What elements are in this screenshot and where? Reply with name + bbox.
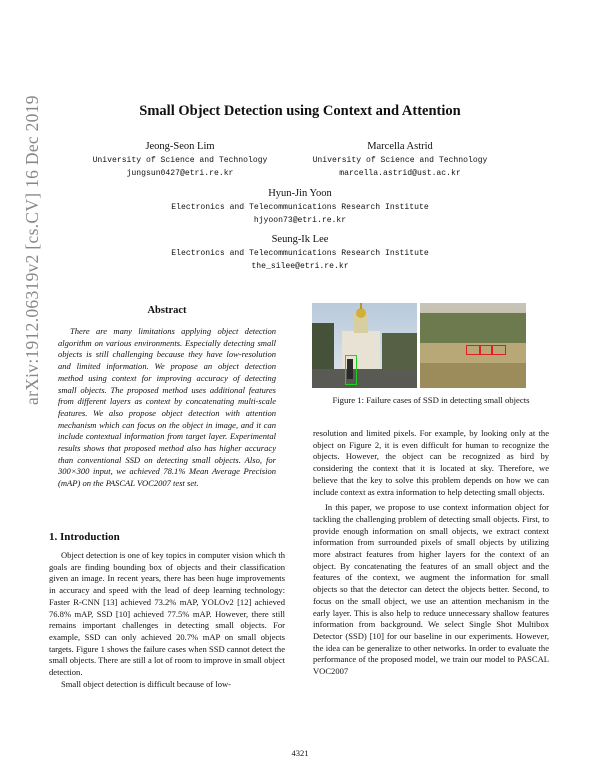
arxiv-stamp: arXiv:1912.06319v2 [cs.CV] 16 Dec 2019 (22, 95, 42, 405)
author-affiliation: University of Science and Technology (312, 156, 488, 165)
author-block (0, 188, 600, 225)
author-email: the_silee@etri.re.kr (251, 262, 349, 271)
author-email: marcella.astrid@ust.ac.kr (339, 169, 461, 178)
author-email: hjyoon73@etri.re.kr (253, 216, 347, 225)
author-block (0, 234, 600, 271)
figure-image-left (312, 303, 417, 388)
abstract-section (49, 305, 285, 490)
paragraph: resolution and limited pixels. For example, by looking only at the object on Figure 2, it is even difficult for human to recognize the objects. However, the object can be recognized as bird by considering the context that it is located at sky. Therefore, we believe that the key to solve this problem depends on how we can include context as extra information to help detecting small objects. (313, 428, 549, 497)
author-email: jungsun0427@etri.re.kr (126, 169, 234, 178)
section-heading: 1. Introduction (49, 531, 120, 543)
church-scene-image (312, 303, 417, 388)
paragraph: Object detection is one of key topics in computer vision which th goals are finding bounding box of objects and their classification given an image. In recent years, there has been huge improvements in accuracy and speed with the lead of deep learning technology: Faster R-CNN [13] achieved 73.2% mAP, YOLOv2 [12] achieved 76.8% mAP, SSD [10] achieved 77.5% mAP. However, there still remains important challenges in detecting small objects. For example, SSD can only achieved 20.7% mAP on small objects targets. Figure 1 shows the failure cases when SSD cannot detect the small objects. There are still a lot of room to improve in small object detection. (49, 550, 285, 678)
introduction-section (49, 531, 285, 690)
abstract-text: There are many limitations applying object detection algorithm on various environments. Especially detecting small objects is still challenging because they have low-resolution and limited information. We propose an object detection method using context for improving accuracy of detecting small objects. The proposed method uses additional features from different layers as context by concatenating multi-scale features. We also propose object detection with attention mechanism which can focus on the object in image, and it can include contextual information from target layer. Experimental results shows that proposed method also has higher accuracy than conventional SSD on detecting small objects. Also, for 300×300 input, we achieved 78.1% Mean Average Precision (mAP) on the PASCAL VOC2007 test set. (58, 326, 276, 489)
author-name: Hyun-Jin Yoon (268, 188, 332, 199)
detection-box-green (345, 355, 357, 385)
paragraph: In this paper, we propose to use context information object for tackling the challenging problem of detecting small objects. First, to provide enough information on small objects, we extract context information from surrounded pixels of small objects by utilizing more abstract features from higher layers for the context of an object. By concatenating the features of an small object and the features of the context, we augment the information for small objects so that the detector can detect the objects better. Second, to focus on the small object, we use an attention mechanism in the early layer. This is also help to reduce unnecessary shallow features information from background. We select Single Shot Multibox Detector (SSD) [10] for our baseline in our experiments. However, the idea can be generalize to other networks. In order to evaluate the performance of the proposed model, we train our model to PASCAL VOC2007 (313, 502, 549, 677)
figure-image-right (420, 303, 526, 388)
author-block (300, 141, 500, 178)
author-name: Marcella Astrid (367, 141, 433, 152)
page-number: 4321 (291, 748, 309, 758)
author-affiliation: Electronics and Telecommunications Research Institute (171, 249, 429, 258)
abstract-heading: Abstract (147, 305, 187, 316)
right-column-text (313, 428, 549, 678)
author-block (80, 141, 280, 178)
paper-title: Small Object Detection using Context and Attention (139, 103, 461, 119)
paragraph: Small object detection is difficult because of low- (61, 678, 232, 689)
author-name: Seung-Ik Lee (271, 234, 329, 245)
figure-caption: Figure 1: Failure cases of SSD in detecting small objects (332, 395, 530, 405)
author-affiliation: Electronics and Telecommunications Research Institute (171, 203, 429, 212)
detection-box-red (480, 345, 492, 355)
author-affiliation: University of Science and Technology (92, 156, 268, 165)
detection-box-red (492, 345, 506, 355)
author-name: Jeong-Seon Lim (145, 141, 215, 152)
detection-box-red (466, 345, 480, 355)
